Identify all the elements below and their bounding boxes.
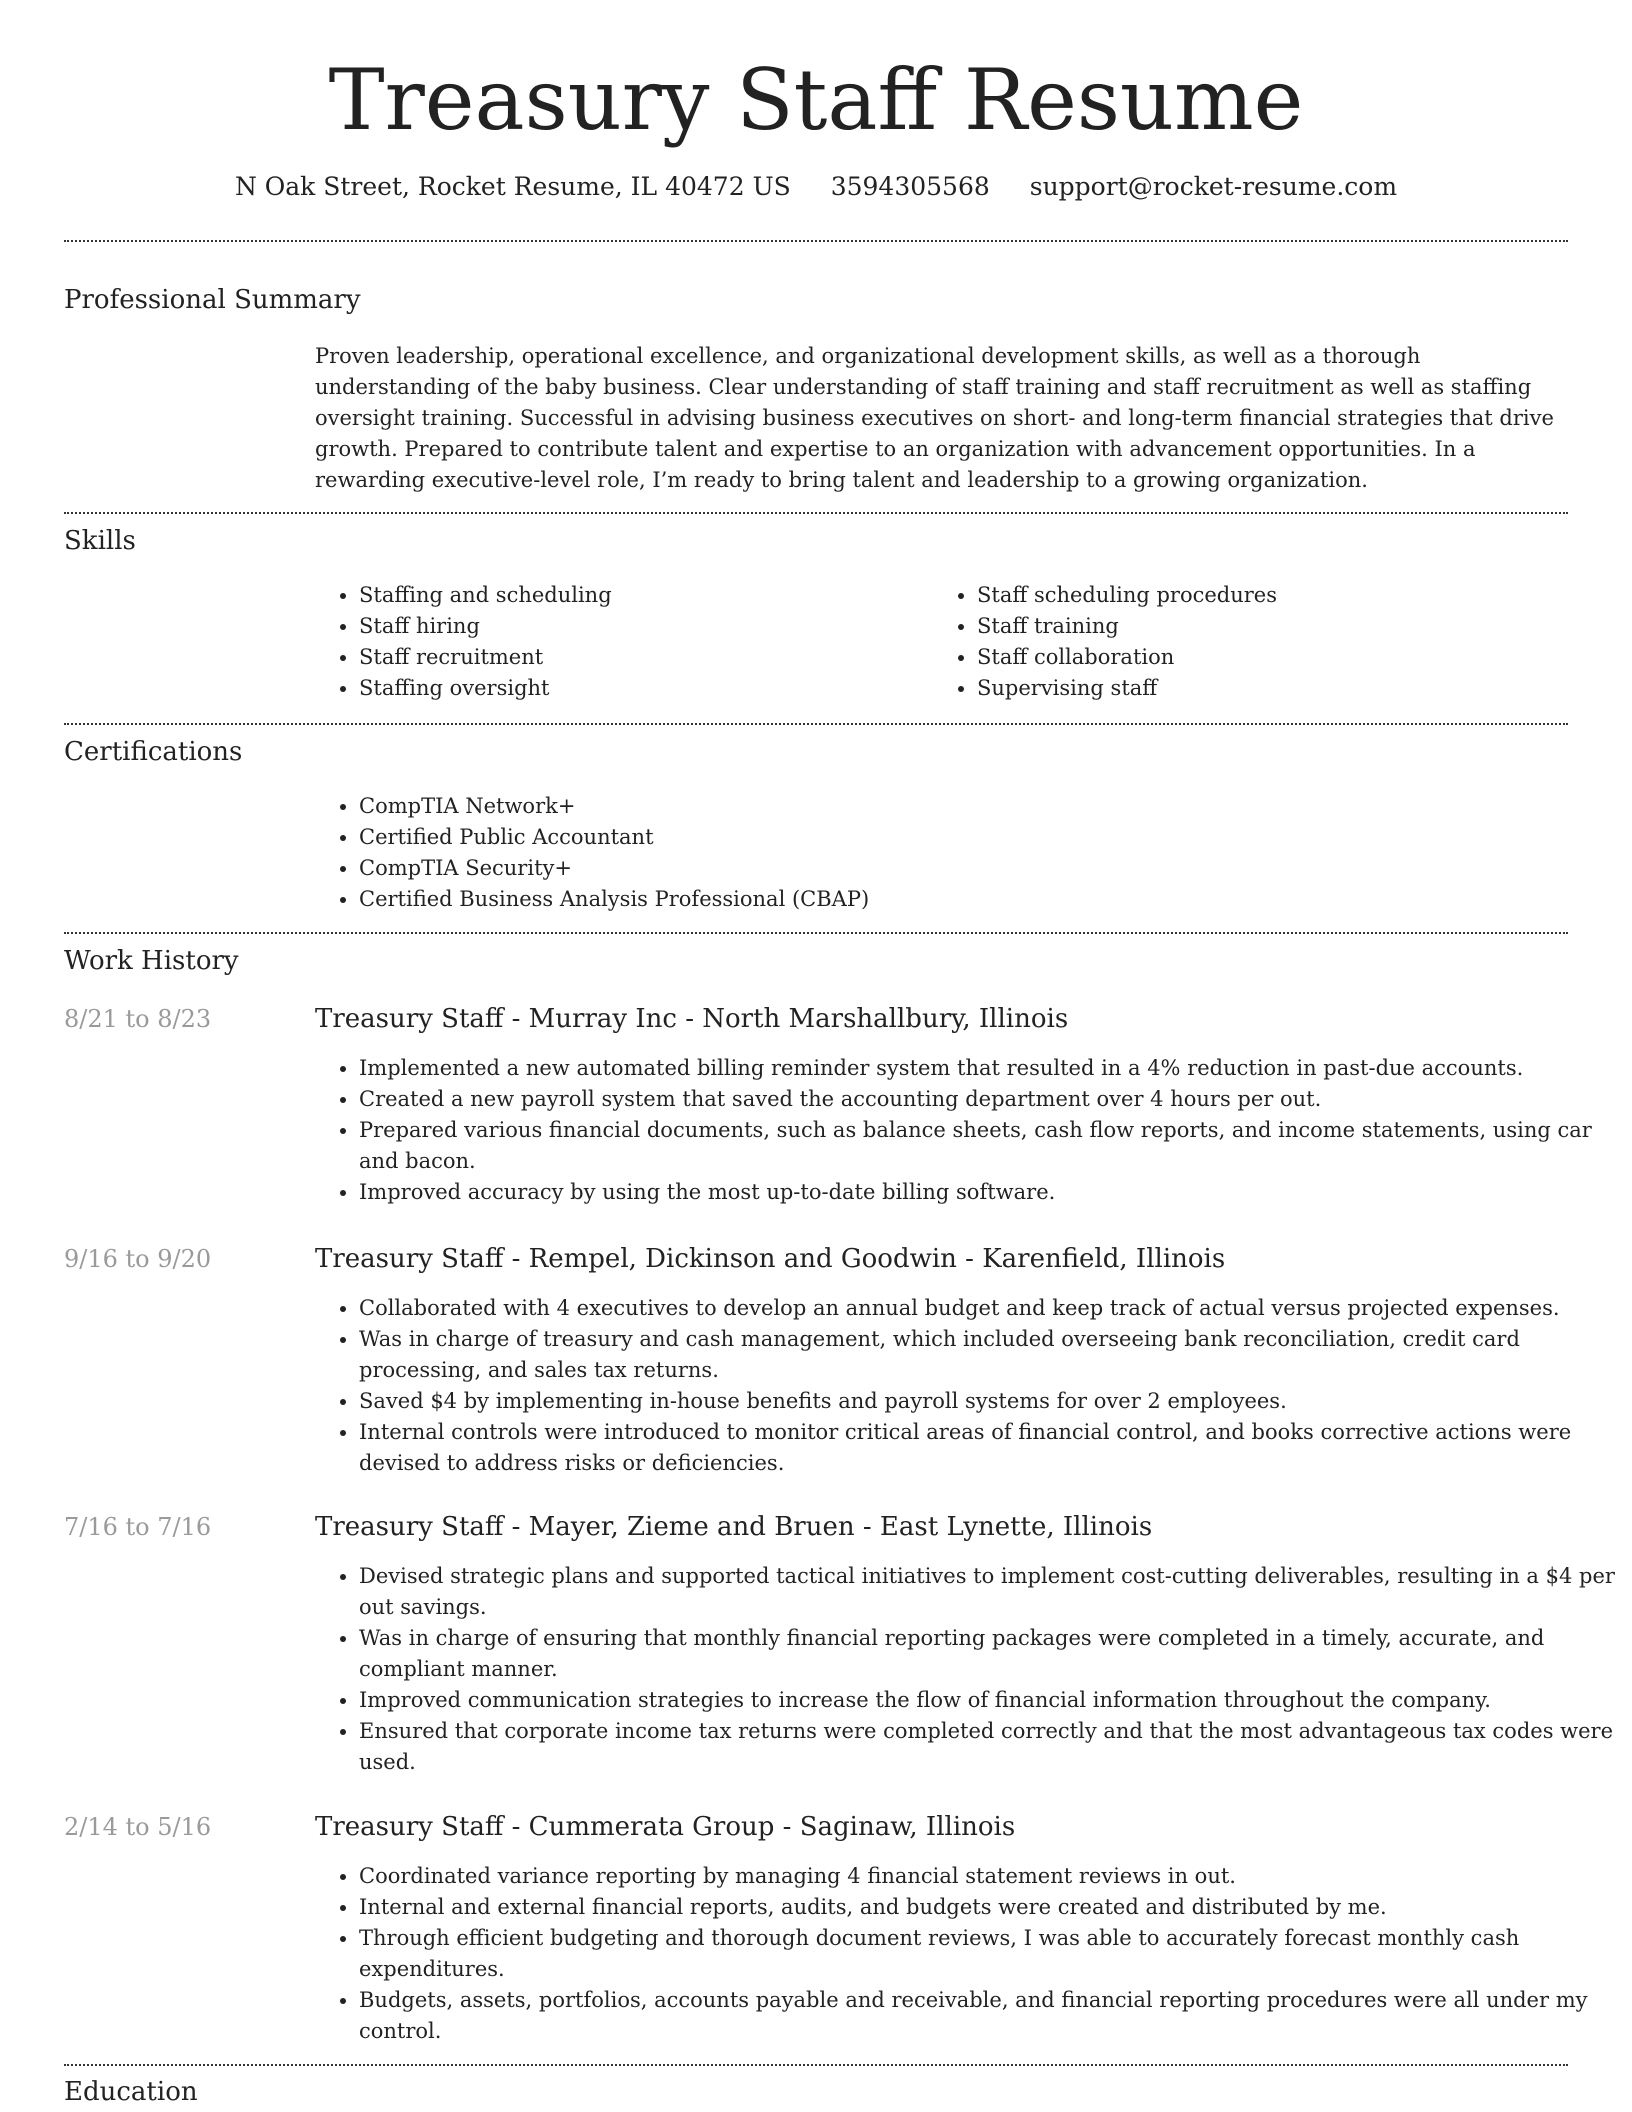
certification-item: • Certified Business Analysis Professional (CBAP) bbox=[359, 884, 1609, 915]
certification-item: • CompTIA Security+ bbox=[359, 853, 1609, 884]
job-bullet: • Collaborated with 4 executives to develop an annual budget and keep track of actual versus projected expenses. bbox=[359, 1293, 1615, 1324]
section-title-skills: Skills bbox=[64, 526, 136, 556]
job-bullets bbox=[315, 1053, 1615, 1208]
divider bbox=[64, 932, 1568, 934]
job-bullet: • Budgets, assets, portfolios, accounts payable and receivable, and financial reporting procedures were all under my control. bbox=[359, 1985, 1615, 2047]
section-title-work-history: Work History bbox=[64, 946, 239, 976]
job-bullets bbox=[315, 1561, 1615, 1778]
certifications-list bbox=[315, 791, 1609, 915]
job-bullet: • Improved communication strategies to increase the flow of financial information throughout the company. bbox=[359, 1685, 1615, 1716]
job-title: Treasury Staff - Rempel, Dickinson and Goodwin - Karenfield, Illinois bbox=[315, 1244, 1226, 1274]
job-bullet: • Saved $4 by implementing in-house benefits and payroll systems for over 2 employees. bbox=[359, 1386, 1615, 1417]
job-bullet: • Created a new payroll system that saved the accounting department over 4 hours per out. bbox=[359, 1084, 1615, 1115]
skill-item: • Staff hiring bbox=[359, 611, 919, 642]
job-title: Treasury Staff - Murray Inc - North Marshallbury, Illinois bbox=[315, 1004, 1069, 1034]
job-dates: 8/21 to 8/23 bbox=[64, 1005, 212, 1033]
job-bullet: • Improved accuracy by using the most up-to-date billing software. bbox=[359, 1177, 1615, 1208]
skills-list-left bbox=[315, 580, 919, 704]
section-title-summary: Professional Summary bbox=[64, 285, 361, 315]
skill-item: • Staff scheduling procedures bbox=[977, 580, 1577, 611]
skill-item: • Staffing oversight bbox=[359, 673, 919, 704]
job-bullet: • Devised strategic plans and supported tactical initiatives to implement cost-cutting deliverables, resulting in a $4 per out savings. bbox=[359, 1561, 1615, 1623]
job-bullet: • Through efficient budgeting and thorough document reviews, I was able to accurately forecast monthly cash expenditures. bbox=[359, 1923, 1615, 1985]
summary-text: Proven leadership, operational excellence, and organizational development skills, as well as a thorough understanding of the baby business. Clear understanding of staff training and staff recruitment as well as staffing oversight training. Successful in advising business executives on short- and long-term financial strategies that drive growth. Prepared to contribute talent and expertise to an organization with advancement opportunities. In a rewarding executive-level role, I’m ready to bring talent and leadership to a growing organization. bbox=[315, 344, 1554, 492]
contact-email: support@rocket-resume.com bbox=[1029, 172, 1398, 201]
resume-name: Treasury Staff Resume bbox=[328, 51, 1304, 149]
job-bullet: • Internal and external financial reports, audits, and budgets were created and distributed by me. bbox=[359, 1892, 1615, 1923]
divider bbox=[64, 512, 1568, 514]
divider bbox=[64, 2064, 1568, 2066]
job-bullet: • Was in charge of treasury and cash management, which included overseeing bank reconciliation, credit card processing, and sales tax returns. bbox=[359, 1324, 1615, 1386]
skill-item: • Staff collaboration bbox=[977, 642, 1577, 673]
certification-item: • Certified Public Accountant bbox=[359, 822, 1609, 853]
job-bullet: • Was in charge of ensuring that monthly financial reporting packages were completed in a timely, accurate, and compliant manner. bbox=[359, 1623, 1615, 1685]
contact-line bbox=[0, 170, 1632, 204]
divider bbox=[64, 723, 1568, 725]
job-dates: 2/14 to 5/16 bbox=[64, 1813, 212, 1841]
job-bullet: • Internal controls were introduced to monitor critical areas of financial control, and books corrective actions were devised to address risks or deficiencies. bbox=[359, 1417, 1615, 1479]
divider bbox=[64, 240, 1568, 242]
section-title-education: Education bbox=[64, 2077, 198, 2107]
job-dates: 7/16 to 7/16 bbox=[64, 1513, 212, 1541]
job-bullets bbox=[315, 1293, 1615, 1479]
skills-list-right bbox=[933, 580, 1577, 704]
job-bullet: • Ensured that corporate income tax returns were completed correctly and that the most advantageous tax codes were used. bbox=[359, 1716, 1615, 1778]
section-title-certifications: Certifications bbox=[64, 737, 243, 767]
job-bullet: • Implemented a new automated billing reminder system that resulted in a 4% reduction in past-due accounts. bbox=[359, 1053, 1615, 1084]
contact-address: N Oak Street, Rocket Resume, IL 40472 US bbox=[234, 172, 791, 201]
skill-item: • Staff recruitment bbox=[359, 642, 919, 673]
job-title: Treasury Staff - Mayer, Zieme and Bruen - East Lynette, Illinois bbox=[315, 1512, 1153, 1542]
skill-item: • Staffing and scheduling bbox=[359, 580, 919, 611]
job-dates: 9/16 to 9/20 bbox=[64, 1245, 212, 1273]
job-bullets bbox=[315, 1861, 1615, 2047]
skill-item: • Staff training bbox=[977, 611, 1577, 642]
job-title: Treasury Staff - Cummerata Group - Saginaw, Illinois bbox=[315, 1812, 1016, 1842]
certification-item: • CompTIA Network+ bbox=[359, 791, 1609, 822]
job-bullet: • Prepared various financial documents, such as balance sheets, cash flow reports, and income statements, using car and bacon. bbox=[359, 1115, 1615, 1177]
job-bullet: • Coordinated variance reporting by managing 4 financial statement reviews in out. bbox=[359, 1861, 1615, 1892]
contact-phone: 3594305568 bbox=[830, 172, 990, 201]
skill-item: • Supervising staff bbox=[977, 673, 1577, 704]
